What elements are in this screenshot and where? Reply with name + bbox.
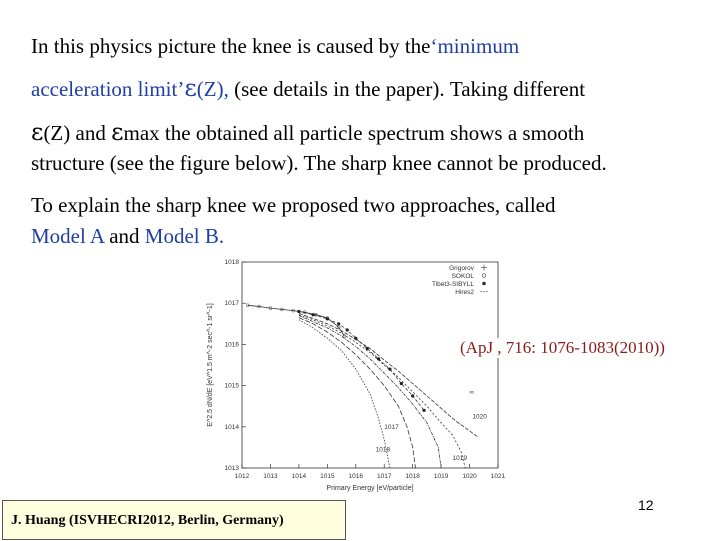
- data-point-filled: [388, 368, 391, 371]
- x-tick-label: 1019: [433, 473, 449, 480]
- epsilon-symbol: ε: [184, 74, 197, 102]
- chart-curves: [248, 305, 478, 468]
- curve-label: 1018: [375, 446, 391, 454]
- epsilon-symbol: ε: [111, 118, 124, 146]
- intro-highlight: acceleration limit’: [31, 77, 185, 101]
- intro-line-4: structure (see the figure below). The sharp knee cannot be produced.: [31, 151, 607, 175]
- data-point-filled: [346, 328, 349, 331]
- y-tick-label: 1016: [224, 341, 239, 349]
- y-axis-label: E^2.5 dN/dE [eV^1.5 m^-2 sec^-1 sr^-1]: [207, 303, 214, 427]
- x-tick-label: 1014: [291, 473, 307, 480]
- spectrum-curve: [248, 305, 345, 336]
- legend-marker-circle: [482, 274, 486, 278]
- legend-entry: Tibet3-SIBYLL: [431, 281, 474, 288]
- x-tick-label: 1020: [462, 473, 477, 480]
- x-tick-label: 1021: [490, 473, 506, 480]
- data-point-filled: [297, 310, 300, 313]
- data-point-filled: [422, 409, 425, 412]
- x-tick-label: 1015: [320, 473, 335, 480]
- intro-text: (Z) and: [43, 121, 112, 145]
- intro-text: (see details in the paper). Taking different: [228, 77, 586, 101]
- x-tick-label: 1012: [234, 473, 250, 480]
- y-tick-label: 1018: [224, 259, 239, 266]
- y-tick-label: 1013: [224, 465, 239, 472]
- x-axis-label: Primary Energy [eV/particle]: [326, 485, 414, 492]
- intro-text: In this physics picture the knee is caused by the: [31, 34, 431, 58]
- legend-entry: SOKOL: [451, 273, 474, 280]
- x-tick-label: 1016: [348, 473, 364, 480]
- page-number: 12: [638, 497, 654, 513]
- epsilon-symbol: ε: [31, 118, 44, 146]
- y-tick-label: 1014: [224, 423, 239, 431]
- intro-line-2: [31, 70, 703, 107]
- intro-text: max the obtained all particle spectrum shows a smooth: [123, 121, 585, 145]
- curve-label: 1019: [452, 454, 467, 462]
- spectrum-curve: [299, 315, 465, 468]
- curve-label: ∞: [469, 388, 475, 396]
- intro-highlight: (Z),: [196, 77, 229, 101]
- data-point-filled: [366, 347, 369, 350]
- legend-entry: Hires2: [455, 289, 474, 296]
- models-line-1: To explain the sharp knee we proposed two approaches, called: [31, 193, 556, 217]
- y-tick-label: 1015: [224, 382, 239, 390]
- data-point-filled: [377, 357, 380, 360]
- intro-line-1: [31, 28, 703, 64]
- curve-label: 1017: [384, 423, 399, 431]
- model-a-label: Model A: [31, 224, 104, 248]
- intro-highlight: ‘minimum: [430, 34, 520, 58]
- citation: (ApJ , 716: 1076-1083(2010)): [460, 338, 665, 357]
- legend-entry: Grigorov: [449, 265, 474, 272]
- y-tick-label: 1017: [224, 300, 239, 308]
- curve-label: 1020: [472, 413, 487, 421]
- data-point-filled: [400, 382, 403, 385]
- models-text: .: [218, 224, 225, 248]
- x-tick-label: 1017: [376, 473, 392, 480]
- x-tick-label: 1018: [405, 473, 420, 480]
- legend-marker-dot: [482, 282, 486, 286]
- spectrum-chart: [198, 250, 524, 494]
- spectrum-curve: [299, 314, 478, 438]
- data-point-filled: [337, 322, 340, 325]
- model-b-label: Model B: [144, 224, 219, 248]
- data-point-filled: [354, 337, 357, 340]
- chart-points: [246, 304, 425, 412]
- models-line-2: [31, 218, 703, 254]
- data-point-filled: [326, 317, 329, 320]
- data-point-filled: [312, 313, 315, 316]
- footer-author: J. Huang (ISVHECRI2012, Berlin, Germany): [2, 500, 346, 540]
- data-point-filled: [411, 394, 414, 397]
- x-tick-label: 1013: [263, 473, 278, 480]
- models-text: and: [103, 224, 145, 248]
- spectrum-curve: [299, 316, 441, 468]
